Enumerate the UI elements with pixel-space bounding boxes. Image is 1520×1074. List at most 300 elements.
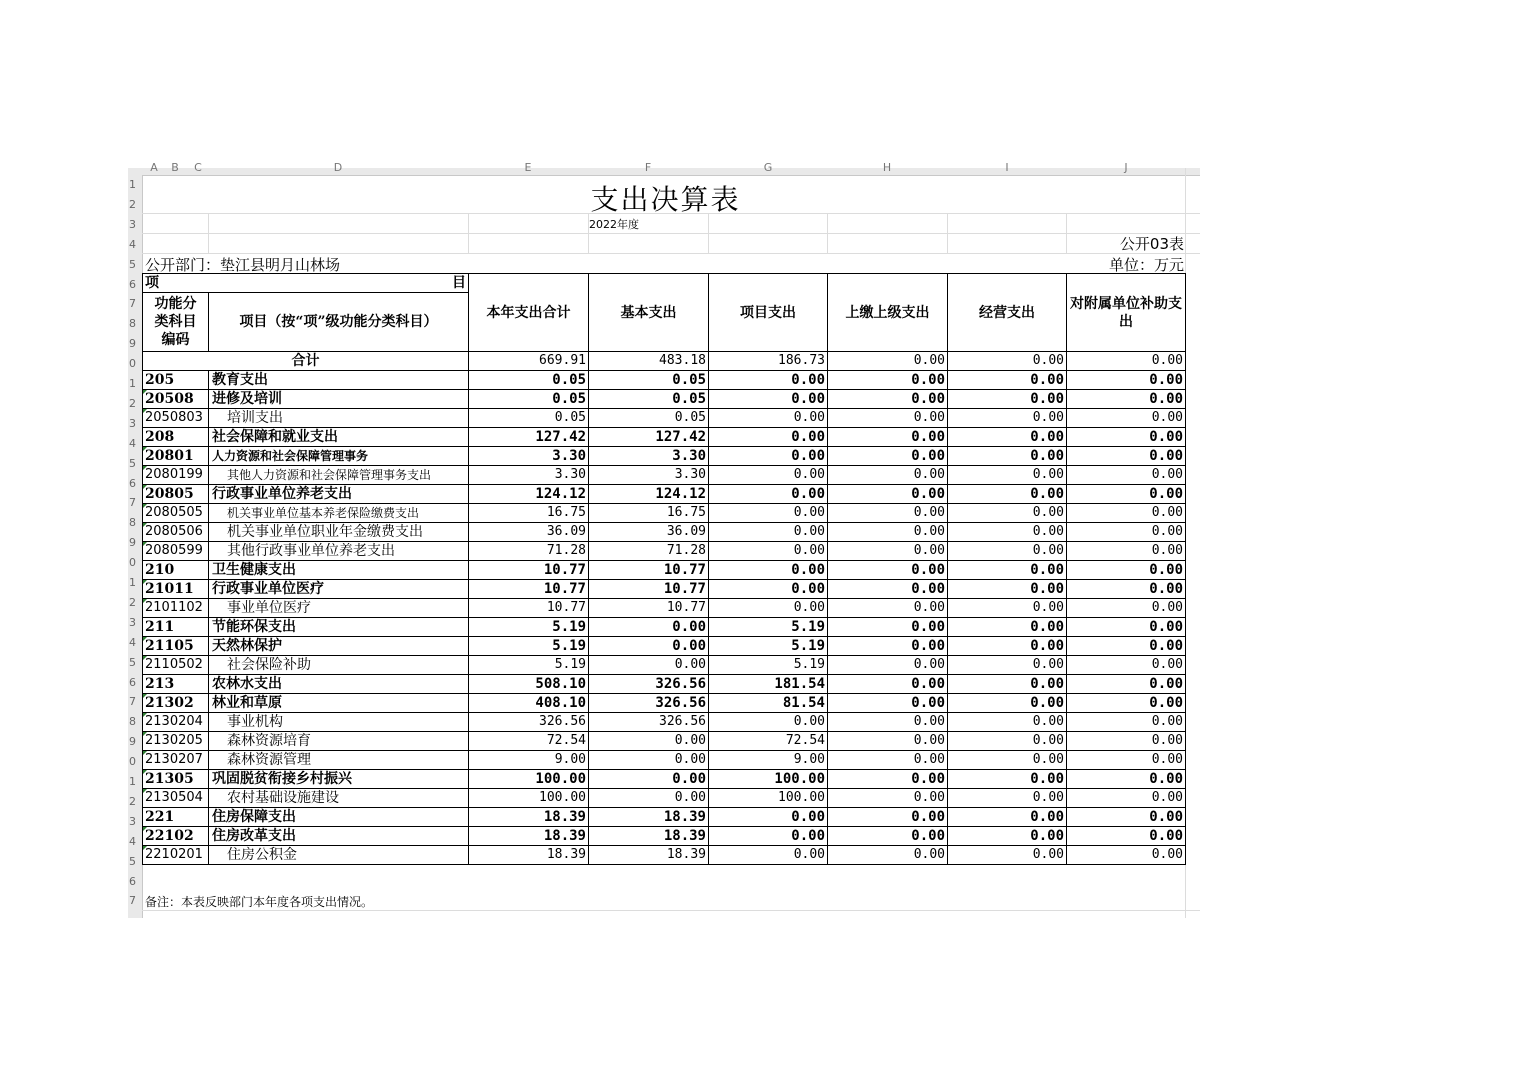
value-cell[interactable]: 18.39: [589, 827, 709, 846]
value-cell[interactable]: 16.75: [469, 504, 589, 523]
value-cell[interactable]: 72.54: [469, 732, 589, 751]
value-cell[interactable]: 0.00: [828, 732, 948, 751]
value-cell[interactable]: 0.00: [948, 713, 1067, 732]
table-row: [143, 827, 1186, 846]
total-row: [143, 352, 1186, 371]
value-cell[interactable]: 0.00: [1067, 732, 1186, 751]
value-cell[interactable]: 0.00: [948, 770, 1067, 789]
value-cell[interactable]: 100.00: [469, 789, 589, 808]
name-cell[interactable]: 森林资源管理: [209, 751, 469, 770]
name-cell[interactable]: 住房保障支出: [209, 808, 469, 827]
name-cell[interactable]: 行政事业单位医疗: [209, 580, 469, 599]
row-number[interactable]: 2: [129, 595, 136, 609]
name-cell[interactable]: 其他人力资源和社会保障管理事务支出: [209, 466, 469, 485]
code-cell[interactable]: 2080199: [143, 466, 209, 485]
value-cell[interactable]: 0.00: [709, 371, 828, 390]
name-cell[interactable]: 行政事业单位养老支出: [209, 485, 469, 504]
column-letter[interactable]: H: [882, 161, 892, 174]
value-cell[interactable]: 408.10: [469, 694, 589, 713]
value-cell[interactable]: 100.00: [709, 770, 828, 789]
row-number[interactable]: 9: [129, 735, 136, 749]
value-cell[interactable]: 0.00: [828, 846, 948, 865]
column-letter[interactable]: B: [171, 161, 179, 174]
table-row: [143, 580, 1186, 599]
value-cell[interactable]: 18.39: [589, 846, 709, 865]
row-number[interactable]: 0: [129, 357, 136, 371]
value-cell[interactable]: 0.00: [948, 390, 1067, 409]
value-cell[interactable]: 0.00: [709, 428, 828, 447]
value-cell[interactable]: 0.00: [709, 409, 828, 428]
header-project: 项目支出: [709, 274, 828, 352]
total-cell[interactable]: 0.00: [1067, 352, 1186, 371]
row-number[interactable]: 7: [129, 894, 136, 908]
value-cell[interactable]: 36.09: [589, 523, 709, 542]
value-cell[interactable]: 0.00: [709, 447, 828, 466]
column-letter[interactable]: I: [1005, 161, 1009, 174]
total-cell[interactable]: 186.73: [709, 352, 828, 371]
value-cell[interactable]: 0.00: [948, 618, 1067, 637]
row-number[interactable]: 9: [129, 337, 136, 351]
value-cell[interactable]: 0.00: [589, 751, 709, 770]
unit-label: 单位：万元: [1108, 256, 1184, 274]
value-cell[interactable]: 81.54: [709, 694, 828, 713]
value-cell[interactable]: 0.00: [948, 428, 1067, 447]
report-year: 2022年度: [589, 218, 639, 231]
value-cell[interactable]: 10.77: [469, 599, 589, 618]
value-cell[interactable]: 0.00: [828, 827, 948, 846]
value-cell[interactable]: 0.00: [828, 542, 948, 561]
value-cell[interactable]: 0.00: [709, 561, 828, 580]
row-number[interactable]: 8: [129, 516, 136, 530]
table-row: [143, 732, 1186, 751]
name-cell[interactable]: 事业机构: [209, 713, 469, 732]
value-cell[interactable]: 0.00: [1067, 523, 1186, 542]
row-number[interactable]: 8: [129, 715, 136, 729]
code-cell[interactable]: 2210201: [143, 846, 209, 865]
value-cell[interactable]: 0.00: [828, 561, 948, 580]
value-cell[interactable]: 0.00: [828, 618, 948, 637]
row-number[interactable]: 3: [129, 217, 136, 231]
value-cell[interactable]: 0.00: [709, 846, 828, 865]
value-cell[interactable]: 3.30: [589, 466, 709, 485]
value-cell[interactable]: 0.00: [709, 542, 828, 561]
value-cell[interactable]: 0.00: [709, 713, 828, 732]
column-header-strip: [128, 161, 1200, 176]
code-cell[interactable]: 20508: [143, 390, 209, 409]
value-cell[interactable]: 0.05: [469, 409, 589, 428]
code-cell[interactable]: 2130204: [143, 713, 209, 732]
value-cell[interactable]: 9.00: [709, 751, 828, 770]
row-number[interactable]: 3: [129, 416, 136, 430]
value-cell[interactable]: 10.77: [469, 580, 589, 599]
value-cell[interactable]: 0.00: [589, 789, 709, 808]
value-cell[interactable]: 72.54: [709, 732, 828, 751]
name-cell[interactable]: 农林水支出: [209, 675, 469, 694]
value-cell[interactable]: 0.00: [709, 504, 828, 523]
value-cell[interactable]: 0.00: [948, 808, 1067, 827]
expenditure-table: [142, 273, 1186, 865]
value-cell[interactable]: 0.00: [948, 561, 1067, 580]
table-row: [143, 846, 1186, 865]
value-cell[interactable]: 0.00: [828, 713, 948, 732]
value-cell[interactable]: 3.30: [469, 466, 589, 485]
table-row: [143, 409, 1186, 428]
row-number[interactable]: 3: [129, 814, 136, 828]
value-cell[interactable]: 18.39: [469, 808, 589, 827]
row-number[interactable]: 0: [129, 556, 136, 570]
value-cell[interactable]: 0.05: [589, 371, 709, 390]
table-note: 备注：本表反映部门本年度各项支出情况。: [145, 895, 374, 909]
code-cell[interactable]: 2101102: [143, 599, 209, 618]
header-code: 功能分类科目编码: [143, 293, 209, 352]
value-cell[interactable]: 18.39: [589, 808, 709, 827]
name-cell[interactable]: 其他行政事业单位养老支出: [209, 542, 469, 561]
name-cell[interactable]: 农村基础设施建设: [209, 789, 469, 808]
name-cell[interactable]: 天然林保护: [209, 637, 469, 656]
code-cell[interactable]: 2130205: [143, 732, 209, 751]
code-cell[interactable]: 2080506: [143, 523, 209, 542]
value-cell[interactable]: 0.00: [589, 732, 709, 751]
form-number: 公开03表: [1119, 235, 1184, 253]
header-upper: 上缴上级支出: [828, 274, 948, 352]
table-row: [143, 561, 1186, 580]
value-cell[interactable]: 0.00: [589, 637, 709, 656]
value-cell[interactable]: 0.00: [828, 637, 948, 656]
value-cell[interactable]: 326.56: [589, 675, 709, 694]
column-letter[interactable]: C: [194, 161, 202, 174]
code-cell[interactable]: 21105: [143, 637, 209, 656]
value-cell[interactable]: 0.00: [828, 523, 948, 542]
column-letter[interactable]: E: [524, 161, 532, 174]
code-cell[interactable]: 21011: [143, 580, 209, 599]
value-cell[interactable]: 0.00: [948, 409, 1067, 428]
value-cell[interactable]: 0.00: [828, 466, 948, 485]
value-cell[interactable]: 0.00: [1067, 751, 1186, 770]
row-number[interactable]: 8: [129, 317, 136, 331]
value-cell[interactable]: 0.00: [948, 466, 1067, 485]
value-cell[interactable]: 0.00: [589, 656, 709, 675]
total-cell[interactable]: 669.91: [469, 352, 589, 371]
value-cell[interactable]: 0.00: [948, 637, 1067, 656]
value-cell[interactable]: 0.00: [828, 447, 948, 466]
row-number[interactable]: 1: [129, 178, 136, 191]
value-cell[interactable]: 0.00: [948, 371, 1067, 390]
total-cell[interactable]: 0.00: [948, 352, 1067, 371]
name-cell[interactable]: 机关事业单位基本养老保险缴费支出: [209, 504, 469, 523]
name-cell[interactable]: 机关事业单位职业年金缴费支出: [209, 523, 469, 542]
name-cell[interactable]: 培训支出: [209, 409, 469, 428]
header-subsidy: 对附属单位补助支出: [1067, 274, 1186, 352]
value-cell[interactable]: 0.00: [948, 846, 1067, 865]
name-cell[interactable]: 社会保险补助: [209, 656, 469, 675]
value-cell[interactable]: 9.00: [469, 751, 589, 770]
value-cell[interactable]: 0.05: [589, 409, 709, 428]
value-cell[interactable]: 127.42: [589, 428, 709, 447]
row-number[interactable]: 6: [129, 476, 136, 490]
code-cell[interactable]: 2130207: [143, 751, 209, 770]
code-cell[interactable]: 21305: [143, 770, 209, 789]
value-cell[interactable]: 0.00: [1067, 827, 1186, 846]
value-cell[interactable]: 0.00: [948, 675, 1067, 694]
table-row: [143, 523, 1186, 542]
value-cell[interactable]: 0.00: [1067, 808, 1186, 827]
value-cell[interactable]: 0.00: [1067, 675, 1186, 694]
value-cell[interactable]: 0.00: [948, 485, 1067, 504]
value-cell[interactable]: 0.05: [469, 371, 589, 390]
value-cell[interactable]: 0.00: [948, 827, 1067, 846]
value-cell[interactable]: 0.00: [948, 542, 1067, 561]
code-cell[interactable]: 20805: [143, 485, 209, 504]
value-cell[interactable]: 0.00: [1067, 656, 1186, 675]
table-row: [143, 751, 1186, 770]
value-cell[interactable]: 0.00: [948, 523, 1067, 542]
value-cell[interactable]: 71.28: [589, 542, 709, 561]
column-letter[interactable]: F: [644, 161, 652, 174]
value-cell[interactable]: 0.00: [828, 808, 948, 827]
table-row: [143, 390, 1186, 409]
value-cell[interactable]: 100.00: [469, 770, 589, 789]
table-row: [143, 637, 1186, 656]
table-row: [143, 618, 1186, 637]
code-cell[interactable]: 213: [143, 675, 209, 694]
row-number[interactable]: 7: [129, 695, 136, 709]
value-cell[interactable]: 0.00: [948, 694, 1067, 713]
table-row: [143, 789, 1186, 808]
row-number[interactable]: 2: [129, 396, 136, 410]
value-cell[interactable]: 71.28: [469, 542, 589, 561]
value-cell[interactable]: 326.56: [589, 713, 709, 732]
value-cell[interactable]: 0.00: [709, 808, 828, 827]
value-cell[interactable]: 0.00: [1067, 504, 1186, 523]
table-row: [143, 770, 1186, 789]
column-letter[interactable]: A: [150, 161, 158, 174]
header-name: 项目（按“项”级功能分类科目）: [209, 293, 469, 352]
table-row: [143, 599, 1186, 618]
name-cell[interactable]: 事业单位医疗: [209, 599, 469, 618]
code-cell[interactable]: 21302: [143, 694, 209, 713]
row-number[interactable]: 4: [129, 834, 136, 848]
row-number[interactable]: 5: [129, 456, 136, 470]
code-cell[interactable]: 210: [143, 561, 209, 580]
row-number[interactable]: 4: [129, 237, 136, 251]
value-cell[interactable]: 127.42: [469, 428, 589, 447]
code-cell[interactable]: 2110502: [143, 656, 209, 675]
value-cell[interactable]: 0.05: [589, 390, 709, 409]
value-cell[interactable]: 0.00: [709, 466, 828, 485]
value-cell[interactable]: 0.00: [709, 390, 828, 409]
value-cell[interactable]: 0.00: [1067, 390, 1186, 409]
value-cell[interactable]: 0.00: [1067, 789, 1186, 808]
code-cell[interactable]: 208: [143, 428, 209, 447]
value-cell[interactable]: 0.00: [1067, 485, 1186, 504]
code-cell[interactable]: 221: [143, 808, 209, 827]
name-cell[interactable]: 卫生健康支出: [209, 561, 469, 580]
value-cell[interactable]: 0.00: [1067, 618, 1186, 637]
value-cell[interactable]: 0.00: [828, 599, 948, 618]
value-cell[interactable]: 0.00: [709, 580, 828, 599]
value-cell[interactable]: 0.00: [828, 675, 948, 694]
value-cell[interactable]: 0.00: [1067, 371, 1186, 390]
value-cell[interactable]: 0.00: [828, 504, 948, 523]
row-number[interactable]: 6: [129, 874, 136, 888]
table-row: [143, 808, 1186, 827]
row-number[interactable]: 9: [129, 536, 136, 550]
name-cell[interactable]: 教育支出: [209, 371, 469, 390]
value-cell[interactable]: 5.19: [709, 637, 828, 656]
value-cell[interactable]: 5.19: [709, 656, 828, 675]
value-cell[interactable]: 0.00: [1067, 580, 1186, 599]
value-cell[interactable]: 10.77: [589, 580, 709, 599]
value-cell[interactable]: 0.00: [1067, 561, 1186, 580]
code-cell[interactable]: 22102: [143, 827, 209, 846]
value-cell[interactable]: 0.00: [1067, 694, 1186, 713]
row-number[interactable]: 1: [129, 377, 136, 390]
value-cell[interactable]: 0.00: [1067, 846, 1186, 865]
value-cell[interactable]: 0.00: [1067, 466, 1186, 485]
row-number[interactable]: 6: [129, 277, 136, 291]
name-cell[interactable]: 住房公积金: [209, 846, 469, 865]
value-cell[interactable]: 0.00: [1067, 542, 1186, 561]
value-cell[interactable]: 16.75: [589, 504, 709, 523]
code-cell[interactable]: 211: [143, 618, 209, 637]
value-cell[interactable]: 0.00: [948, 599, 1067, 618]
value-cell[interactable]: 508.10: [469, 675, 589, 694]
value-cell[interactable]: 0.00: [948, 656, 1067, 675]
value-cell[interactable]: 0.00: [828, 409, 948, 428]
code-cell[interactable]: 205: [143, 371, 209, 390]
name-cell[interactable]: 社会保障和就业支出: [209, 428, 469, 447]
value-cell[interactable]: 10.77: [589, 561, 709, 580]
table-row: [143, 504, 1186, 523]
value-cell[interactable]: 0.00: [828, 656, 948, 675]
row-number[interactable]: 5: [129, 257, 136, 271]
row-number[interactable]: 6: [129, 675, 136, 689]
value-cell[interactable]: 181.54: [709, 675, 828, 694]
code-cell[interactable]: 2130504: [143, 789, 209, 808]
code-cell[interactable]: 2080505: [143, 504, 209, 523]
value-cell[interactable]: 0.00: [828, 580, 948, 599]
value-cell[interactable]: 0.00: [709, 827, 828, 846]
row-number[interactable]: 2: [129, 794, 136, 808]
value-cell[interactable]: 0.00: [1067, 447, 1186, 466]
value-cell[interactable]: 5.19: [469, 637, 589, 656]
value-cell[interactable]: 0.00: [828, 485, 948, 504]
total-cell[interactable]: 483.18: [589, 352, 709, 371]
value-cell[interactable]: 0.00: [948, 580, 1067, 599]
column-letter[interactable]: D: [333, 161, 343, 174]
column-letter[interactable]: G: [763, 161, 773, 174]
table-row: [143, 542, 1186, 561]
value-cell[interactable]: 3.30: [589, 447, 709, 466]
value-cell[interactable]: 326.56: [469, 713, 589, 732]
value-cell[interactable]: 100.00: [709, 789, 828, 808]
value-cell[interactable]: 18.39: [469, 827, 589, 846]
value-cell[interactable]: 10.77: [469, 561, 589, 580]
value-cell[interactable]: 0.00: [709, 523, 828, 542]
table-row: [143, 447, 1186, 466]
value-cell[interactable]: 0.00: [1067, 409, 1186, 428]
value-cell[interactable]: 0.00: [828, 751, 948, 770]
value-cell[interactable]: 0.00: [1067, 770, 1186, 789]
value-cell[interactable]: 0.00: [828, 694, 948, 713]
value-cell[interactable]: 0.00: [1067, 599, 1186, 618]
header-row-item: [143, 274, 1186, 293]
row-number[interactable]: 4: [129, 635, 136, 649]
row-number[interactable]: 5: [129, 854, 136, 868]
value-cell[interactable]: 5.19: [469, 656, 589, 675]
column-letter[interactable]: J: [1124, 161, 1128, 174]
total-cell[interactable]: 0.00: [828, 352, 948, 371]
table-row: [143, 713, 1186, 732]
name-cell[interactable]: 住房改革支出: [209, 827, 469, 846]
name-cell[interactable]: 人力资源和社会保障管理事务: [209, 447, 469, 466]
row-number[interactable]: 7: [129, 496, 136, 510]
department-label: 公开部门：垫江县明月山林场: [145, 256, 341, 274]
value-cell[interactable]: 0.00: [948, 504, 1067, 523]
name-cell[interactable]: 林业和草原: [209, 694, 469, 713]
value-cell[interactable]: 0.00: [828, 371, 948, 390]
value-cell[interactable]: 124.12: [589, 485, 709, 504]
value-cell[interactable]: 36.09: [469, 523, 589, 542]
name-cell[interactable]: 进修及培训: [209, 390, 469, 409]
row-number[interactable]: 3: [129, 615, 136, 629]
value-cell[interactable]: 5.19: [469, 618, 589, 637]
header-business: 经营支出: [948, 274, 1067, 352]
row-number[interactable]: 5: [129, 655, 136, 669]
value-cell[interactable]: 0.00: [828, 789, 948, 808]
value-cell[interactable]: 124.12: [469, 485, 589, 504]
value-cell[interactable]: 0.00: [948, 447, 1067, 466]
value-cell[interactable]: 0.00: [1067, 713, 1186, 732]
header-item-left: 项: [145, 275, 159, 291]
name-cell[interactable]: 森林资源培育: [209, 732, 469, 751]
code-cell[interactable]: 2080599: [143, 542, 209, 561]
row-number[interactable]: 2: [129, 197, 136, 211]
value-cell[interactable]: 0.00: [828, 770, 948, 789]
value-cell[interactable]: 3.30: [469, 447, 589, 466]
table-row: [143, 371, 1186, 390]
value-cell[interactable]: 0.00: [589, 770, 709, 789]
name-cell[interactable]: 巩固脱贫衔接乡村振兴: [209, 770, 469, 789]
value-cell[interactable]: 0.00: [589, 618, 709, 637]
value-cell[interactable]: 0.00: [828, 390, 948, 409]
row-number[interactable]: 1: [129, 775, 136, 788]
code-cell[interactable]: 20801: [143, 447, 209, 466]
value-cell[interactable]: 0.00: [828, 428, 948, 447]
value-cell[interactable]: 0.00: [948, 789, 1067, 808]
value-cell[interactable]: 0.00: [709, 485, 828, 504]
header-basic: 基本支出: [589, 274, 709, 352]
row-number[interactable]: 4: [129, 436, 136, 450]
value-cell[interactable]: 0.00: [948, 732, 1067, 751]
value-cell[interactable]: 0.05: [469, 390, 589, 409]
value-cell[interactable]: 326.56: [589, 694, 709, 713]
value-cell[interactable]: 0.00: [1067, 428, 1186, 447]
value-cell[interactable]: 5.19: [709, 618, 828, 637]
table-row: [143, 428, 1186, 447]
value-cell[interactable]: 10.77: [589, 599, 709, 618]
value-cell[interactable]: 18.39: [469, 846, 589, 865]
code-cell[interactable]: 2050803: [143, 409, 209, 428]
value-cell[interactable]: 0.00: [1067, 637, 1186, 656]
value-cell[interactable]: 0.00: [948, 751, 1067, 770]
table-row: [143, 694, 1186, 713]
name-cell[interactable]: 节能环保支出: [209, 618, 469, 637]
row-number[interactable]: 1: [129, 576, 136, 589]
row-number[interactable]: 0: [129, 755, 136, 769]
row-number[interactable]: 7: [129, 297, 136, 311]
value-cell[interactable]: 0.00: [709, 599, 828, 618]
